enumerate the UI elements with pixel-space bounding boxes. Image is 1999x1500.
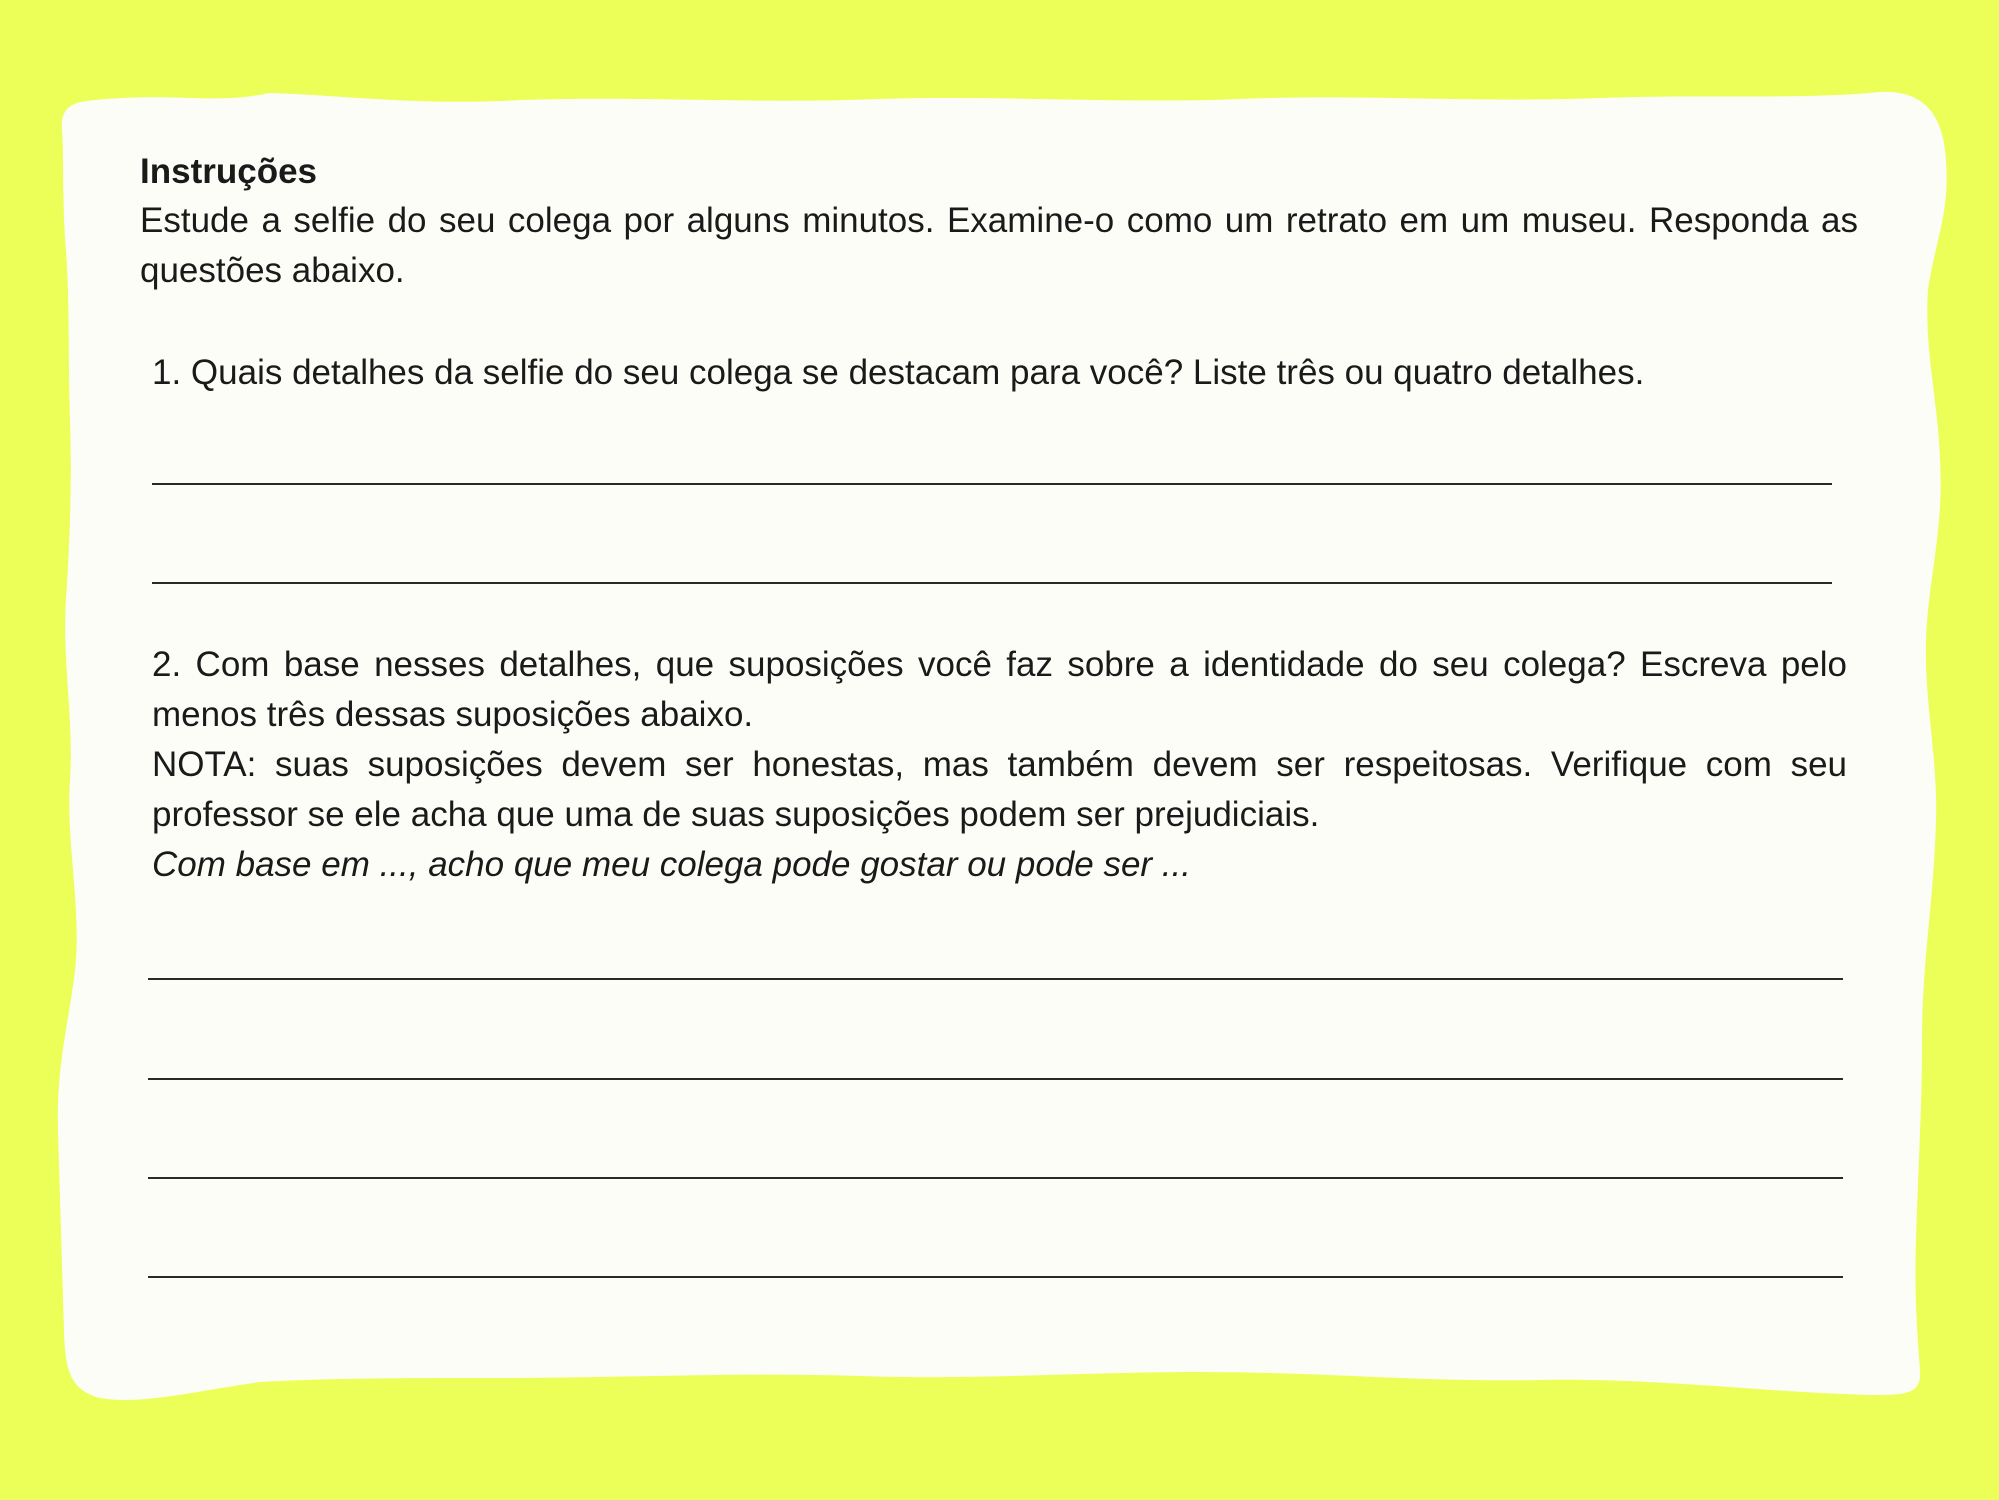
- question-1: 1. Quais detalhes da selfie do seu colega se destacam para você? Liste três ou quatro detalhes.: [152, 353, 1645, 392]
- note-text: NOTA: suas suposições devem ser honestas, mas também devem ser respeitosas. Verifique com seu professor se ele acha que uma de suas suposições podem ser prejudiciais.: [152, 745, 1847, 834]
- sentence-starter: Com base em ..., acho que meu colega pode gostar ou pode ser ...: [152, 845, 1191, 884]
- answer-line-q2-4[interactable]: [148, 1276, 1843, 1278]
- answer-line-q1-2[interactable]: [152, 582, 1832, 584]
- question-2-block: [152, 640, 1847, 890]
- question-2: 2. Com base nesses detalhes, que suposições você faz sobre a identidade do seu colega? Escreva pelo menos três dessas suposições abaixo.: [152, 645, 1847, 734]
- answer-line-q2-2[interactable]: [148, 1078, 1843, 1080]
- worksheet-content: [140, 150, 1860, 884]
- instructions-text: Estude a selfie do seu colega por alguns minutos. Examine-o como um retrato em um museu. Responda as questões abaixo.: [140, 201, 1858, 290]
- answer-line-q2-3[interactable]: [148, 1177, 1843, 1179]
- answer-line-q1-1[interactable]: [152, 483, 1832, 485]
- answer-line-q2-1[interactable]: [148, 978, 1843, 980]
- instructions-heading: Instruções: [140, 152, 317, 191]
